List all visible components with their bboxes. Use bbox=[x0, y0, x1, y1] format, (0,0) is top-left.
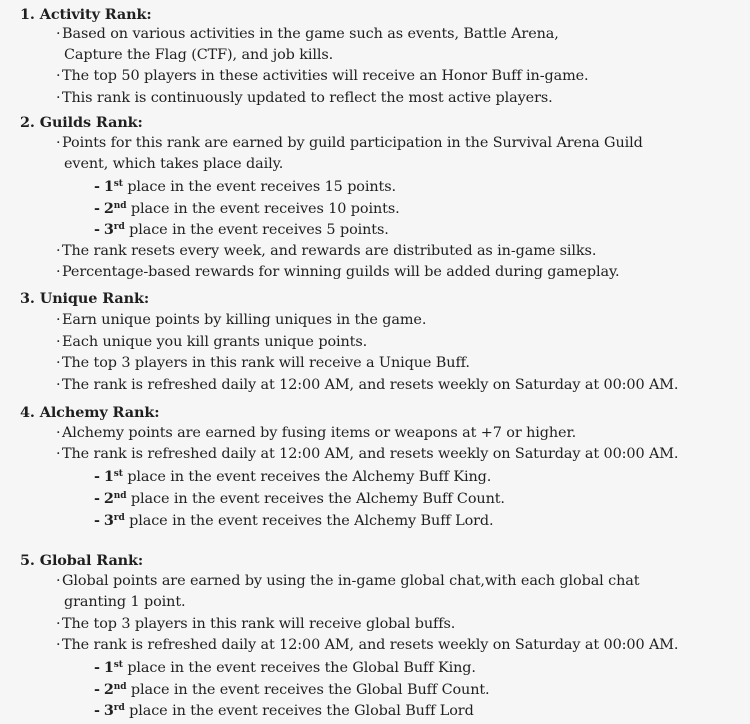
bullet-text: event, which takes place daily. bbox=[64, 156, 284, 172]
section-number: 2. bbox=[20, 114, 35, 131]
dash-icon: - bbox=[94, 659, 100, 676]
sub-bullet-line bbox=[94, 466, 491, 487]
bullet-icon: · bbox=[56, 68, 61, 84]
bullet-text: Each unique you kill grants unique points. bbox=[62, 334, 368, 350]
dash-icon: - bbox=[94, 468, 100, 485]
bullet-line bbox=[56, 353, 470, 374]
section-title: Guilds Rank: bbox=[39, 114, 143, 131]
sub-bullet-text: place in the event receives 10 points. bbox=[130, 201, 400, 217]
place-number: 3 bbox=[103, 702, 114, 719]
place-suffix: rd bbox=[113, 513, 125, 523]
bullet-line bbox=[56, 635, 678, 656]
bullet-text: The rank is refreshed daily at 12:00 AM, and resets weekly on Saturday at 00:00 AM. bbox=[62, 377, 679, 393]
bullet-icon: · bbox=[56, 90, 61, 106]
bullet-line bbox=[56, 310, 426, 331]
section-heading bbox=[20, 288, 149, 309]
section-number: 4. bbox=[20, 404, 35, 421]
bullet-text: The rank resets every week, and rewards are distributed as in-game silks. bbox=[62, 243, 597, 259]
sub-bullet-line bbox=[94, 219, 389, 240]
place-suffix: st bbox=[113, 469, 123, 479]
dash-icon: - bbox=[94, 200, 100, 217]
bullet-icon: · bbox=[56, 135, 61, 151]
sub-bullet-line bbox=[94, 657, 476, 678]
section-heading bbox=[20, 550, 143, 571]
place-suffix: nd bbox=[113, 682, 127, 692]
bullet-line bbox=[56, 66, 589, 87]
bullet-icon: · bbox=[56, 573, 61, 589]
bullet-text: Alchemy points are earned by fusing items or weapons at +7 or higher. bbox=[62, 425, 577, 441]
place-number: 2 bbox=[103, 200, 114, 217]
dash-icon: - bbox=[94, 512, 100, 529]
place-suffix: rd bbox=[113, 222, 125, 232]
place-number: 1 bbox=[103, 659, 114, 676]
sub-bullet-line bbox=[94, 510, 494, 531]
section-heading bbox=[20, 4, 152, 25]
place-number: 3 bbox=[103, 221, 114, 238]
bullet-line bbox=[56, 614, 455, 635]
place-suffix: nd bbox=[113, 201, 127, 211]
place-number: 3 bbox=[103, 512, 114, 529]
place-suffix: rd bbox=[113, 703, 125, 713]
bullet-icon: · bbox=[56, 26, 61, 42]
bullet-line bbox=[56, 444, 678, 465]
place-number: 1 bbox=[103, 468, 114, 485]
bullet-line bbox=[56, 88, 553, 109]
sub-bullet-text: place in the event receives 15 points. bbox=[127, 179, 396, 195]
dash-icon: - bbox=[94, 178, 100, 195]
dash-icon: - bbox=[94, 702, 100, 719]
sub-bullet-text: place in the event receives the Global Buff Lord bbox=[129, 703, 474, 719]
section-heading bbox=[20, 112, 143, 133]
continuation-line bbox=[64, 592, 186, 613]
sub-bullet-text: place in the event receives the Global Buff Count. bbox=[130, 682, 490, 698]
section-title: Unique Rank: bbox=[39, 290, 150, 307]
bullet-icon: · bbox=[56, 425, 61, 441]
dash-icon: - bbox=[94, 221, 100, 238]
place-suffix: st bbox=[113, 660, 123, 670]
bullet-text: Global points are earned by using the in-game global chat,with each global chat bbox=[62, 573, 640, 589]
bullet-text: The rank is refreshed daily at 12:00 AM, and resets weekly on Saturday at 00:00 AM. bbox=[62, 446, 679, 462]
continuation-line bbox=[64, 154, 283, 175]
bullet-icon: · bbox=[56, 264, 61, 280]
bullet-text: This rank is continuously updated to reflect the most active players. bbox=[62, 90, 553, 106]
sub-bullet-text: place in the event receives 5 points. bbox=[129, 222, 389, 238]
bullet-line bbox=[56, 332, 367, 353]
place-number: 2 bbox=[103, 490, 114, 507]
bullet-icon: · bbox=[56, 334, 61, 350]
sub-bullet-line bbox=[94, 488, 505, 509]
section-title: Global Rank: bbox=[39, 552, 144, 569]
sub-bullet-text: place in the event receives the Alchemy Buff Lord. bbox=[129, 513, 494, 529]
bullet-icon: · bbox=[56, 637, 61, 653]
bullet-icon: · bbox=[56, 312, 61, 328]
section-title: Activity Rank: bbox=[39, 6, 152, 23]
sub-bullet-line bbox=[94, 198, 400, 219]
bullet-text: Percentage-based rewards for winning guilds will be added during gameplay. bbox=[62, 264, 620, 280]
sub-bullet-text: place in the event receives the Alchemy Buff Count. bbox=[130, 491, 505, 507]
dash-icon: - bbox=[94, 490, 100, 507]
sub-bullet-text: place in the event receives the Global Buff King. bbox=[127, 660, 476, 676]
place-number: 1 bbox=[103, 178, 114, 195]
place-suffix: nd bbox=[113, 491, 127, 501]
bullet-text: The rank is refreshed daily at 12:00 AM, and resets weekly on Saturday at 00:00 AM. bbox=[62, 637, 679, 653]
bullet-icon: · bbox=[56, 616, 61, 632]
sub-bullet-line bbox=[94, 679, 490, 700]
section-number: 3. bbox=[20, 290, 35, 307]
bullet-text: The top 3 players in this rank will receive global buffs. bbox=[62, 616, 456, 632]
dash-icon: - bbox=[94, 681, 100, 698]
bullet-line bbox=[56, 24, 559, 45]
bullet-line bbox=[56, 375, 678, 396]
sub-bullet-line bbox=[94, 176, 396, 197]
bullet-text: granting 1 point. bbox=[64, 594, 186, 610]
bullet-icon: · bbox=[56, 446, 61, 462]
place-number: 2 bbox=[103, 681, 114, 698]
bullet-icon: · bbox=[56, 355, 61, 371]
section-title: Alchemy Rank: bbox=[39, 404, 160, 421]
bullet-line bbox=[56, 133, 643, 154]
bullet-text: The top 50 players in these activities will receive an Honor Buff in-game. bbox=[62, 68, 589, 84]
bullet-line bbox=[56, 423, 576, 444]
bullet-text: Based on various activities in the game such as events, Battle Arena, bbox=[62, 26, 559, 42]
bullet-icon: · bbox=[56, 243, 61, 259]
sub-bullet-line bbox=[94, 700, 474, 721]
bullet-line bbox=[56, 262, 620, 283]
section-heading bbox=[20, 402, 159, 423]
bullet-line bbox=[56, 571, 639, 592]
bullet-text: The top 3 players in this rank will receive a Unique Buff. bbox=[62, 355, 470, 371]
bullet-icon: · bbox=[56, 377, 61, 393]
bullet-text: Points for this rank are earned by guild participation in the Survival Arena Guild bbox=[62, 135, 643, 151]
bullet-line bbox=[56, 241, 596, 262]
sub-bullet-text: place in the event receives the Alchemy Buff King. bbox=[127, 469, 492, 485]
bullet-text: Earn unique points by killing uniques in the game. bbox=[62, 312, 427, 328]
place-suffix: st bbox=[113, 179, 123, 189]
bullet-text: Capture the Flag (CTF), and job kills. bbox=[64, 47, 334, 63]
section-number: 1. bbox=[20, 6, 35, 23]
section-number: 5. bbox=[20, 552, 35, 569]
continuation-line bbox=[64, 45, 333, 66]
